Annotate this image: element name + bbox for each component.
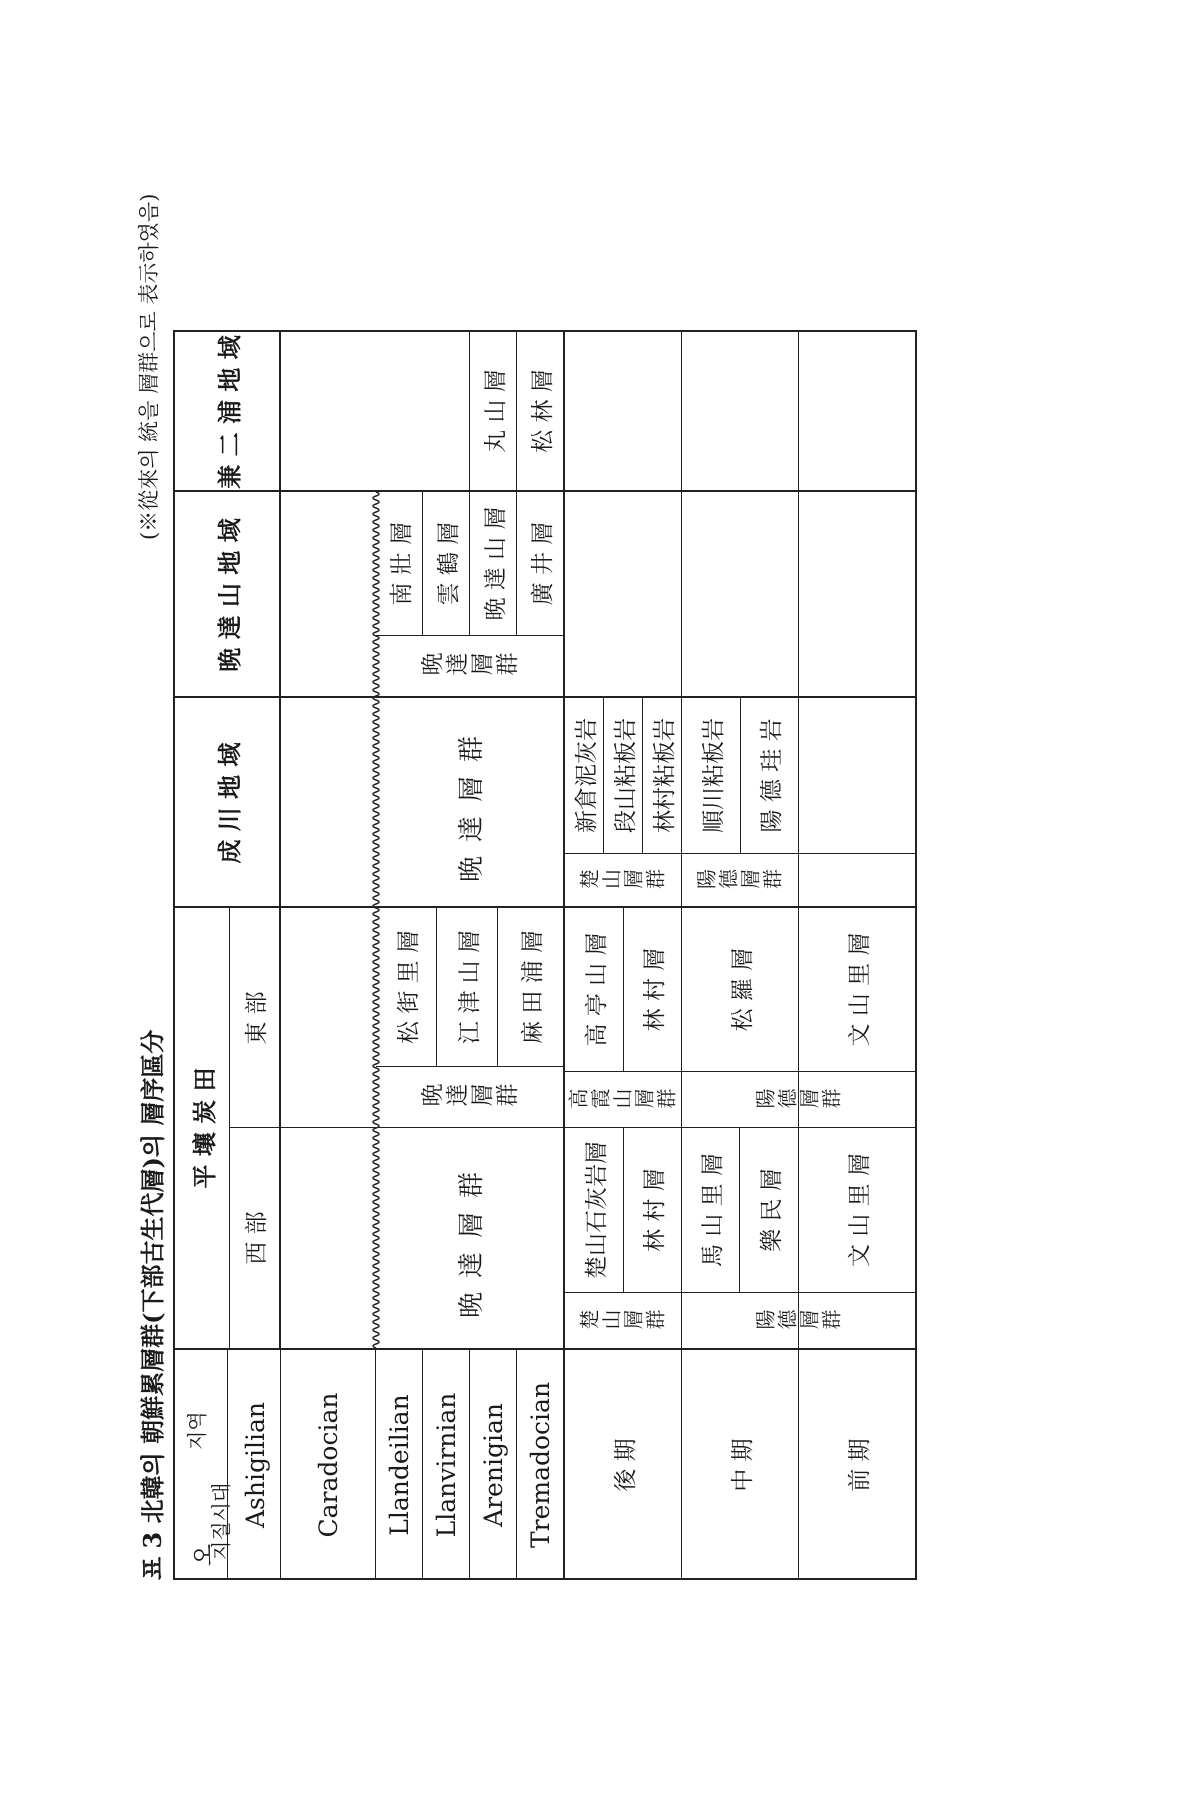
region-pyeongyang: 平 壤 炭 田 (189, 1067, 219, 1189)
east-unit-3: 麻 田 浦 層 (520, 930, 546, 1044)
mandal-region-divider (376, 635, 563, 636)
hamcheon-unit-2: 段山粘板岩 (612, 718, 639, 833)
west-unit-4: 樂 民 層 (758, 1168, 785, 1252)
stage-middle-cambrian: 中 期 (729, 1438, 756, 1492)
east-yangdeok-group: 陽德層群 (754, 1088, 843, 1112)
stage-llandeilian: Llandeilian (384, 1394, 414, 1536)
stage-llanvirnian: Llanvirnian (431, 1392, 461, 1538)
hamcheon-unit-3: 林村粘板岩 (651, 718, 678, 833)
hamcheon-unit-5: 陽 德 珪 岩 (759, 718, 785, 833)
region-header-bottom (279, 332, 281, 1348)
west-yangdeok-group: 陽德層群 (754, 1309, 843, 1333)
east-unit-5: 林 村 層 (642, 947, 668, 1032)
east-unit-1: 松 街 里 層 (395, 930, 422, 1044)
east-mandal-divider (376, 1066, 563, 1067)
region-hamcheon: 成 川 地 域 (214, 742, 244, 864)
east-gogasan-group: 高霞山層群 (568, 1088, 678, 1112)
corner-region-label: 지역 (185, 1411, 209, 1450)
mandal-unit-2: 雲 鶴 層 (435, 521, 462, 606)
rotated-table-area (125, 140, 1075, 1580)
gyeomipo-unit-1: 丸 山 層 (482, 369, 509, 453)
west-chosan-group: 楚山層群 (579, 1309, 667, 1333)
stage-arenigian: Arenigian (478, 1403, 508, 1527)
region-gyeomipo: 兼 二 浦 地 域 (214, 335, 244, 489)
mandal-region-group: 晩達層群 (419, 653, 520, 680)
hamcheon-unit-1: 新倉泥灰岩 (573, 718, 600, 833)
table-note: (※從來의 統을 層群으로 表示하였음) (137, 193, 161, 540)
west-unit-2: 林 村 層 (642, 1168, 668, 1252)
stage-early-cambrian: 前 期 (846, 1438, 873, 1492)
region-east: 東 部 (243, 991, 270, 1045)
west-unit-5: 文 山 里 層 (846, 1153, 873, 1267)
hamcheon-mandal-group: 晩達層群 (457, 722, 487, 883)
east-unit-6: 松 羅 層 (729, 947, 756, 1032)
east-unit-4: 高 亭 山 層 (583, 932, 610, 1047)
hamcheon-unit-4: 順川粘板岩 (700, 718, 727, 833)
mandal-unit-3: 晩 達 山 層 (482, 506, 509, 621)
mandal-unit-4: 廣 井 層 (529, 521, 556, 606)
system-ordovician-1: 오 (190, 1543, 217, 1567)
table-title: 표 3 北韓의 朝鮮累層群(下部古生代層)의 層序區分 (138, 1029, 167, 1580)
region-west: 西 部 (243, 1211, 270, 1265)
east-unit-7: 文 山 里 層 (846, 932, 873, 1047)
corner-era-label: 지질시대 (209, 1482, 233, 1560)
hamcheon-yangdeok-group: 陽德層群 (696, 868, 784, 893)
east-mandal-group: 晩達層群 (419, 1084, 520, 1111)
stage-ashigilian: Ashigilian (240, 1402, 270, 1528)
west-mandal-group: 晩達層群 (457, 1158, 487, 1319)
gyeomipo-unit-2: 松 林 層 (529, 369, 556, 453)
region-mandal: 晩 達 山 地 域 (214, 518, 244, 672)
east-unit-2: 江 津 山 層 (456, 930, 483, 1044)
mandal-unit-1: 南 壯 層 (388, 521, 415, 606)
stage-late-cambrian: 後 期 (612, 1438, 639, 1492)
west-unit-3: 馬 山 里 層 (700, 1153, 726, 1267)
stage-caradocian: Caradocian (313, 1392, 343, 1538)
hamcheon-chosan-group: 楚山層群 (579, 868, 667, 893)
west-unit-1: 楚山石灰岩層 (583, 1141, 610, 1279)
stage-tremadocian: Tremadocian (525, 1381, 555, 1549)
